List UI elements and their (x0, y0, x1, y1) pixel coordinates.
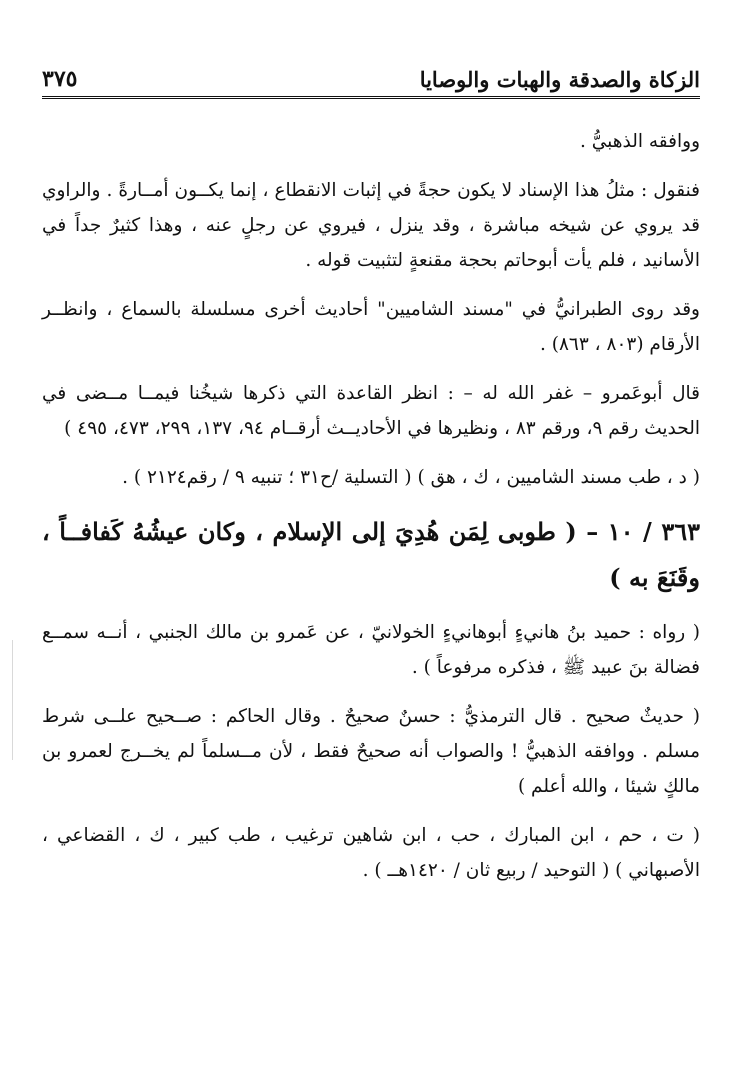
paragraph-tabarani: وقد روى الطبرانيُّ في "مسند الشاميين" أحاديث أخرى مسلسلة بالسماع ، وانظــر الأرقام (٨٠٣ ، ٨٦٣) . (42, 299, 700, 355)
paragraph-agreement: ووافقه الذهبيُّ . (579, 131, 700, 152)
page-number: ٣٧٥ (42, 66, 78, 92)
paragraph-grading: ( حديثٌ صحيح . قال الترمذيُّ : حسنٌ صحيحٌ . وقال الحاكم : صــحيح علــى شرط مسلم . ووافقه الذهبيُّ ! والصواب أنه صحيحٌ فقط ، لأن مــسلماً لم يخــرج لعمرو بن مالكٍ شيئا ، والله أعلم ) (42, 706, 700, 797)
hadith-text: ٣٦٣ / ١٠ – ( طوبى لِمَن هُدِيَ إلى الإسلام ، وكان عيشُهُ كَفافــاً ، وقَنَعَ به ) (42, 517, 700, 592)
paragraph-references: ( ت ، حم ، ابن المبارك ، حب ، ابن شاهين ترغيب ، طب كبير ، ك ، القضاعي ، الأصبهاني ) ( التوحيد / ربيع ثان / ١٤٢٠هــ ) . (42, 825, 700, 881)
page-header (42, 52, 700, 99)
paragraph-sources: ( د ، طب مسند الشاميين ، ك ، هق ) ( التسلية /ح٣١ ؛ تنبيه ٩ / رقم٢١٢٤ ) . (122, 467, 700, 488)
running-title: الزكاة والصدقة والهبات والوصايا (419, 67, 700, 92)
paragraph-narration: ( رواه : حميد بنُ هانيءٍ أبوهانيءٍ الخولانيّ ، عن عَمرو بن مالك الجنبي ، أنــه سمــع فضالة بنَ عبيد ﷺ ، فذكره مرفوعاً ) . (42, 622, 700, 678)
scan-edge-line (12, 640, 13, 760)
paragraph-abu-amr: قال أبوعَمرو – غفر الله له – : انظر القاعدة التي ذكرها شيخُنا فيمــا مــضى في الحديث رقم ٩، ورقم ٨٣ ، ونظيرها في الأحاديــث أرقــام ٩٤، ١٣٧، ٢٩٩، ٤٧٣، ٤٩٥ ) (42, 383, 700, 439)
page-body (42, 124, 700, 902)
paragraph-argument: فنقول : مثلُ هذا الإسناد لا يكون حجةً في إثبات الانقطاع ، إنما يكــون أمــارةً . والراوي قد يروي عن شيخه مباشرة ، وقد ينزل ، فيروي عن رجلٍ عنه ، وهذا كثيرٌ جداً في الأسانيد ، فلم يأت أبوحاتم بحجة مقنعةٍ لتثبيت قوله . (42, 180, 700, 271)
